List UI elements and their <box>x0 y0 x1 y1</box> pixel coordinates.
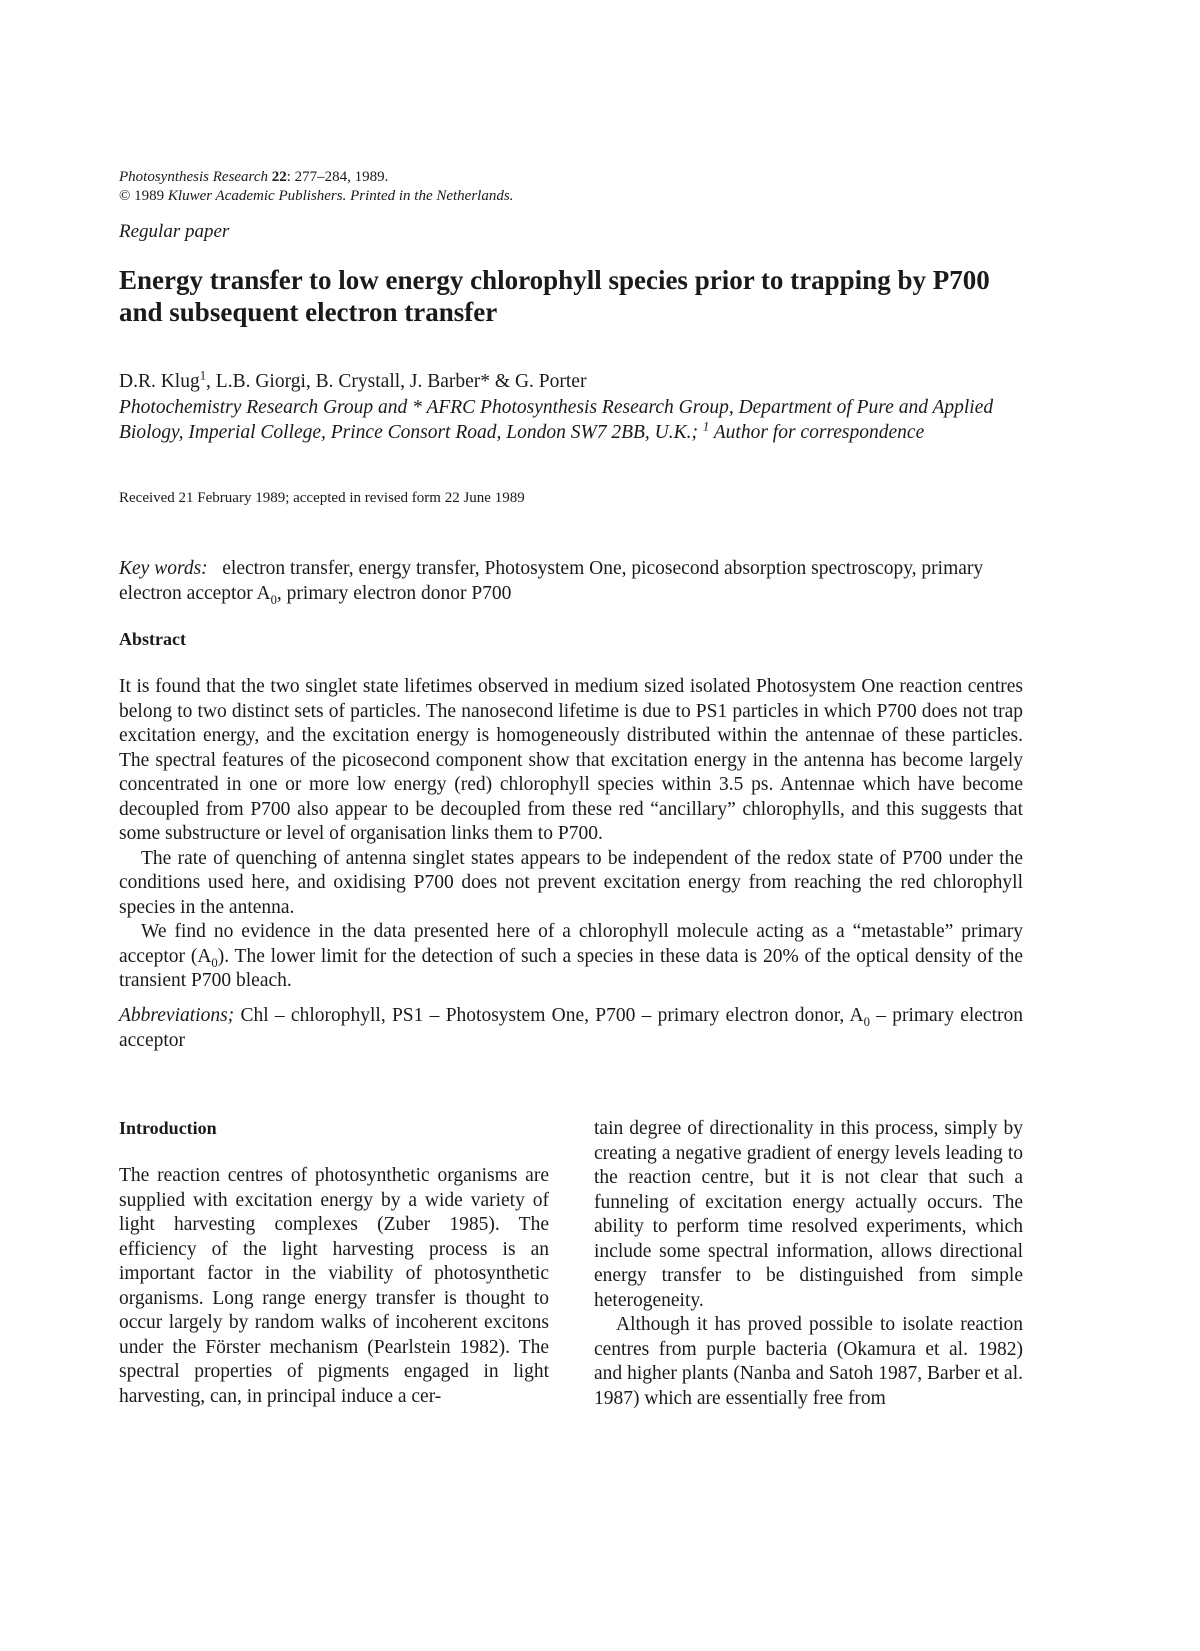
intro-right-paragraph-2: Although it has proved possible to isolate reaction centres from purple bacteria (Okamura et al. 1982) and higher plants (Nanba and Satoh 1987, Barber et al. 1987) which are essentially free from <box>594 1314 1023 1409</box>
abstract-body <box>119 675 1023 994</box>
intro-column-right <box>594 1117 1023 1411</box>
abstract-paragraph-1: It is found that the two singlet state lifetimes observed in medium sized isolated Photosystem One reaction centres belong to two distinct sets of particles. The nanosecond lifetime is due to PS1 particles in which P700 does not trap excitation energy, and the excitation energy is homogeneously distributed within the antennae of these particles. The spectral features of the picosecond component show that excitation energy in the antenna has become largely concentrated in one or more low energy (red) chlorophyll species within 3.5 ps. Antennae which have become decoupled from P700 also appear to be decoupled from these red “ancillary” chlorophylls, and this suggests that some substructure or level of organisation links them to P700. <box>119 676 1023 844</box>
affiliation-text: Photochemistry Research Group and * AFRC Photosynthesis Research Group, Department of Pure and Applied Biology, Imperial College, Prince Consort Road, London SW7 2BB, U.K.; <box>119 397 994 443</box>
correspondence-marker: 1 <box>702 419 710 433</box>
copyright-line <box>119 187 819 206</box>
abbreviations-subscript: 0 <box>863 1014 870 1029</box>
journal-volume: 22 <box>271 169 287 185</box>
copyright-symbol: © 1989 <box>119 188 165 204</box>
abstract-p3-subscript: 0 <box>211 955 218 970</box>
affiliation <box>119 396 1004 445</box>
introduction-heading: Introduction <box>119 1118 217 1138</box>
keywords-text-1: electron transfer, energy transfer, Photosystem One, picosecond absorption spectroscopy, primary electron acceptor A <box>119 558 984 604</box>
correspondence-note: Author for correspondence <box>713 421 925 443</box>
journal-name: Photosynthesis Research <box>119 169 268 185</box>
author-first-footnote: 1 <box>199 368 207 383</box>
paper-type: Regular paper <box>119 221 230 242</box>
author-list <box>119 368 587 393</box>
abstract-p3-text-2: ). The lower limit for the detection of such a species in these data is 20% of the optical density of the transient P700 bleach. <box>119 945 1023 991</box>
journal-citation <box>119 168 819 187</box>
abbreviations-label: Abbreviations; <box>119 1005 235 1026</box>
author-first: D.R. Klug <box>119 371 200 392</box>
author-rest: , L.B. Giorgi, B. Crystall, J. Barber* & G. Porter <box>206 371 587 392</box>
abstract-p3-text-1: We find no evidence in the data presented here of a chlorophyll molecule acting as a “metastable” primary acceptor (A <box>119 921 1023 967</box>
keywords <box>119 557 1031 606</box>
intro-left-paragraph: The reaction centres of photosynthetic organisms are supplied with excitation energy by a wide variety of light harvesting complexes (Zuber 1985). The efficiency of the light harvesting process is an important factor in the viability of photosynthetic organisms. Long range energy transfer is thought to occur largely by random walks of incoherent excitons under the Förster mechanism (Pearlstein 1982). The spectral properties of pigments engaged in light harvesting, can, in principal induce a cer- <box>119 1165 549 1407</box>
abstract-heading: Abstract <box>119 629 186 649</box>
abbreviations <box>119 1004 1023 1053</box>
copyright-text: Kluwer Academic Publishers. Printed in the Netherlands. <box>167 188 514 204</box>
intro-right-paragraph-1: tain degree of directionality in this process, simply by creating a negative gradient of energy levels leading to the reaction centre, but it is not clear that such a funneling of excitation energy actually occurs. The ability to perform time resolved experiments, which include some spectral information, allows directional energy transfer to be distinguished from simple heterogeneity. <box>594 1118 1023 1311</box>
intro-column-left <box>119 1164 549 1409</box>
abbreviations-text-1: Chl – chlorophyll, PS1 – Photosystem One, P700 – primary electron donor, A <box>240 1005 864 1026</box>
abstract-paragraph-2: The rate of quenching of antenna singlet states appears to be independent of the redox state of P700 under the conditions used here, and oxidising P700 does not prevent excitation energy from reaching the red chlorophyll species in the antenna. <box>119 847 1023 918</box>
keywords-text-2: , primary electron donor P700 <box>276 582 512 604</box>
abbreviations-text-2: – primary electron acceptor <box>119 1005 1024 1051</box>
paper-title: Energy transfer to low energy chlorophyll species prior to trapping by P700 and subsequent electron transfer <box>119 265 990 327</box>
journal-header <box>119 168 819 206</box>
received-dates: Received 21 February 1989; accepted in revised form 22 June 1989 <box>119 490 525 506</box>
journal-pages: : 277–284, 1989. <box>286 169 389 185</box>
keywords-label: Key words: <box>119 558 208 579</box>
abstract-paragraph-3 <box>119 920 1023 994</box>
keywords-subscript: 0 <box>270 592 277 607</box>
